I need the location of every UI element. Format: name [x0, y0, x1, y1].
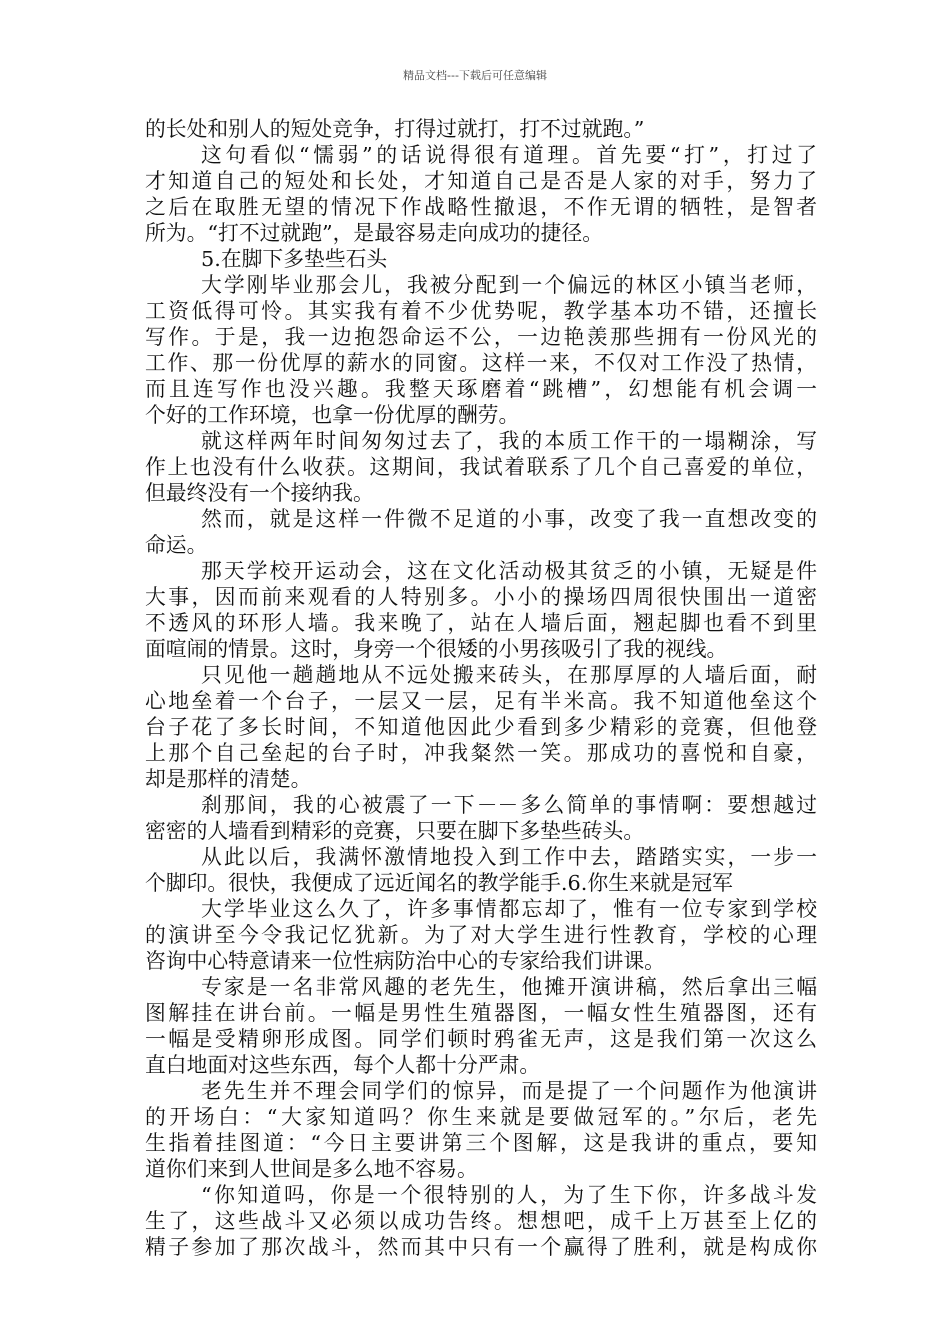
text-line: 写作。于是，我一边抱怨命运不公，一边艳羡那些拥有一份风光的	[145, 325, 817, 349]
text-line: 上那个自己垒起的台子时，冲我粲然一笑。那成功的喜悦和自豪，	[145, 741, 817, 765]
text-line: 专家是一名非常风趣的老先生，他摊开演讲稿，然后拿出三幅	[201, 975, 817, 999]
text-line: 道你们来到人世间是多么地不容易。	[145, 1157, 478, 1181]
text-line: 那天学校开运动会，这在文化活动极其贫乏的小镇，无疑是件	[201, 559, 817, 583]
page-header: 精品文档---下载后可任意编辑	[403, 69, 547, 82]
text-line: 个脚印。很快，我便成了远近闻名的教学能手.6.你生来就是冠军	[145, 871, 733, 895]
text-line: 工资低得可怜。其实我有着不少优势呢，教学基本功不错，还擅长	[145, 299, 817, 323]
text-line: 大学毕业这么久了，许多事情都忘却了，惟有一位专家到学校	[201, 897, 817, 921]
text-line: 精子参加了那次战斗，然而其中只有一个赢得了胜利，就是构成你	[145, 1235, 817, 1259]
text-line: 面喧闹的情景。这时，身旁一个很矮的小男孩吸引了我的视线。	[145, 637, 728, 661]
text-line: 只见他一趟趟地从不远处搬来砖头，在那厚厚的人墙后面，耐	[201, 663, 817, 687]
text-line: 大学刚毕业那会儿，我被分配到一个偏远的林区小镇当老师，	[201, 273, 817, 297]
text-line: 老先生并不理会同学们的惊异，而是提了一个问题作为他演讲	[201, 1079, 817, 1103]
text-line: 之后在取胜无望的情况下作战略性撤退，不作无谓的牺牲，是智者	[145, 195, 817, 219]
text-line: “你知道吗，你是一个很特别的人，为了生下你，许多战斗发	[201, 1183, 817, 1207]
text-line: 台子花了多长时间，不知道他因此少看到多少精彩的竞赛，但他登	[145, 715, 817, 739]
text-line: 然而，就是这样一件微不足道的小事，改变了我一直想改变的	[201, 507, 817, 531]
text-line: 但最终没有一个接纳我。	[145, 481, 374, 505]
text-line: 工作、那一份优厚的薪水的同窗。这样一来，不仅对工作没了热情，	[145, 351, 817, 375]
text-line: 生指着挂图道：“今日主要讲第三个图解，这是我讲的重点，要知	[145, 1131, 817, 1155]
text-line: 才知道自己的短处和长处，才知道自己是否是人家的对手，努力了	[145, 169, 817, 193]
text-line: 而且连写作也没兴趣。我整天琢磨着“跳槽”，幻想能有机会调一	[145, 377, 817, 401]
text-line: 从此以后，我满怀激情地投入到工作中去，踏踏实实，一步一	[201, 845, 817, 869]
text-line: 咨询中心特意请来一位性病防治中心的专家给我们讲课。	[145, 949, 665, 973]
text-line: 作上也没有什么收获。这期间，我试着联系了几个自己喜爱的单位，	[145, 455, 817, 479]
text-line: 所为。“打不过就跑”，是最容易走向成功的捷径。	[145, 221, 603, 245]
document-body	[145, 116, 817, 1260]
text-line: 生了，这些战斗又必须以成功告终。想想吧，成千上万甚至上亿的	[145, 1209, 817, 1233]
text-line: 个好的工作环境，也拿一份优厚的酬劳。	[145, 403, 520, 427]
text-line: 就这样两年时间匆匆过去了，我的本质工作干的一塌糊涂，写	[201, 429, 817, 453]
text-line: 图解挂在讲台前。一幅是男性生殖器图，一幅女性生殖器图，还有	[145, 1001, 817, 1025]
text-line: 直白地面对这些东西，每个人都十分严肃。	[145, 1053, 541, 1077]
text-line: 的演讲至今令我记忆犹新。为了对大学生进行性教育，学校的心理	[145, 923, 817, 947]
text-line: 命运。	[145, 533, 208, 557]
text-line: 一幅是受精卵形成图。同学们顿时鸦雀无声，这是我们第一次这么	[145, 1027, 817, 1051]
text-line: 密密的人墙看到精彩的竞赛，只要在脚下多垫些砖头。	[145, 819, 645, 843]
text-line: 刹那间，我的心被震了一下－－多么简单的事情啊：要想越过	[201, 793, 817, 817]
text-line: 5.在脚下多垫些石头	[201, 247, 388, 271]
text-line: 的长处和别人的短处竞争，打得过就打，打不过就跑。”	[145, 117, 645, 141]
text-line: 这句看似“懦弱”的话说得很有道理。首先要“打”，打过了	[201, 143, 817, 167]
text-line: 却是那样的清楚。	[145, 767, 312, 791]
text-line: 心地垒着一个台子，一层又一层，足有半米高。我不知道他垒这个	[145, 689, 817, 713]
text-line: 大事，因而前来观看的人特别多。小小的操场四周很快围出一道密	[145, 585, 817, 609]
text-line: 不透风的环形人墙。我来晚了，站在人墙后面，翘起脚也看不到里	[145, 611, 817, 635]
text-line: 的开场白：“大家知道吗？你生来就是要做冠军的。”尔后，老先	[145, 1105, 817, 1129]
